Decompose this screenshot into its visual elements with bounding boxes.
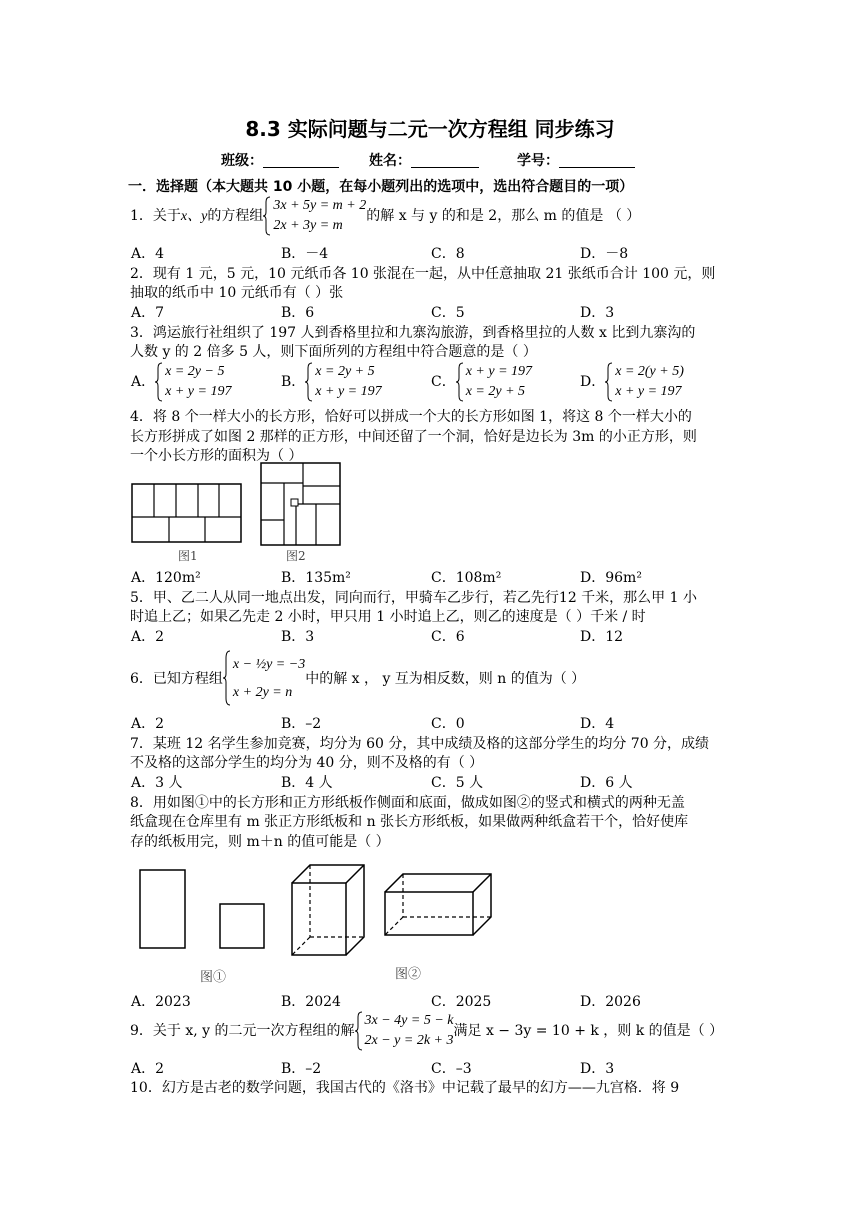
q9-option-c[interactable]: C．–3 bbox=[431, 1061, 472, 1077]
class-blank bbox=[263, 153, 339, 168]
q2-option-a[interactable]: A．7 bbox=[131, 305, 165, 321]
q6-option-d[interactable]: D．4 bbox=[580, 716, 615, 732]
q4-option-d[interactable]: D．96m² bbox=[580, 570, 642, 586]
question-6 bbox=[130, 650, 585, 706]
q3-a-eq1: x = 2y − 5 bbox=[165, 364, 225, 379]
q3-d-eq2: x + y = 197 bbox=[615, 384, 682, 399]
question-9 bbox=[130, 1011, 723, 1051]
q3-option-b[interactable] bbox=[281, 362, 382, 402]
q1-vars: x、y bbox=[180, 209, 208, 224]
id-blank bbox=[559, 153, 635, 168]
q9-pre: 9．关于 x, y 的二元一次方程组的解 bbox=[130, 1023, 355, 1039]
figure-circle-2-caption: 图② bbox=[395, 967, 422, 982]
q4-option-c[interactable]: C．108m² bbox=[431, 570, 502, 586]
q2-option-c[interactable]: C．5 bbox=[431, 305, 465, 321]
q9-eq1: 3x − 4y = 5 − k bbox=[364, 1013, 454, 1028]
q4-option-b[interactable]: B．135m² bbox=[281, 570, 351, 586]
q7-line-2: 不及格的这部分学生的均分为 40 分，则不及格的有（ ） bbox=[130, 755, 484, 771]
q4-line-2: 长方形拼成了如图 2 那样的正方形，中间还留了一个洞，恰好是边长为 3m 的小正方形，则 bbox=[130, 429, 697, 445]
q8-option-c[interactable]: C．2025 bbox=[431, 994, 492, 1010]
figure-2-square bbox=[260, 462, 342, 548]
q9-system bbox=[355, 1011, 454, 1051]
q10-line-1: 10．幻方是古老的数学问题，我国古代的《洛书》中记载了最早的幻方——九宫格．将 9 bbox=[130, 1080, 680, 1096]
q7-option-d[interactable]: D．6 人 bbox=[580, 775, 633, 791]
q5-option-d[interactable]: D．12 bbox=[580, 629, 624, 645]
q8-line-2: 纸盒现在仓库里有 m 张正方形纸板和 n 张长方形纸板，如果做两种纸盒若干个，恰好使库 bbox=[130, 814, 689, 830]
q2-line-1: 2．现有 1 元，5 元，10 元纸币各 10 张混在一起，从中任意抽取 21 张纸币合计 100 元，则 bbox=[130, 266, 716, 282]
q5-line-1: 5．甲、乙二人从同一地点出发，同向而行，甲骑车乙步行，若乙先行12 千米，那么甲 1 小 bbox=[130, 590, 697, 606]
question-1 bbox=[130, 196, 640, 236]
figure-2-caption: 图2 bbox=[286, 549, 306, 563]
q1-eq2: 2x + 3y = m bbox=[273, 218, 343, 233]
q3-c-eq1: x + y = 197 bbox=[465, 364, 533, 379]
q6-system bbox=[223, 650, 305, 706]
q5-line-2: 时追上乙；如果乙先走 2 小时，甲只用 1 小时追上乙，则乙的速度是（ ）千米 / 时 bbox=[130, 609, 646, 625]
q1-option-c[interactable]: C．8 bbox=[431, 246, 465, 262]
q8-option-d[interactable]: D．2026 bbox=[580, 994, 641, 1010]
q8-line-3: 存的纸板用完，则 m＋n 的值可能是（ ） bbox=[130, 834, 390, 850]
q4-line-3: 一个小长方形的面积为（ ） bbox=[130, 448, 303, 464]
q3-line-1: 3．鸿运旅行社组织了 197 人到香格里拉和九寨沟旅游，到香格里拉的人数 x 比到九寨沟的 bbox=[130, 325, 696, 341]
q6-post: 中的解 x ， y 互为相反数，则 n 的值为（ ） bbox=[305, 671, 586, 687]
q3-option-a[interactable] bbox=[131, 362, 231, 402]
q3-line-2: 人数 y 的 2 倍多 5 人，则下面所列的方程组中符合题意的是（ ） bbox=[130, 344, 537, 360]
q8-line-1: 8．用如图①中的长方形和正方形纸板作侧面和底面，做成如图②的竖式和横式的两种无盖 bbox=[130, 795, 685, 811]
id-field bbox=[517, 150, 635, 170]
q8-option-b[interactable]: B．2024 bbox=[281, 994, 341, 1010]
q6-eq2: x + 2y = n bbox=[232, 685, 293, 700]
q4-option-a[interactable]: A．120m² bbox=[131, 570, 201, 586]
q7-line-1: 7．某班 12 名学生参加竞赛，均分为 60 分，其中成绩及格的这部分学生的均分 70 分，成绩 bbox=[130, 736, 710, 752]
q9-option-b[interactable]: B．–2 bbox=[281, 1061, 322, 1077]
q2-option-b[interactable]: B．6 bbox=[281, 305, 315, 321]
q7-option-b[interactable]: B．4 人 bbox=[281, 775, 333, 791]
q3-option-d[interactable] bbox=[580, 362, 684, 402]
q1-post: 的解 x 与 y 的和是 2，那么 m 的值是 （ ） bbox=[366, 208, 641, 224]
q3-d-eq1: x = 2(y + 5) bbox=[615, 364, 684, 379]
q1-pre: 1．关于 bbox=[130, 208, 181, 224]
q9-post: 满足 x − 3y = 10 + k ，则 k 的值是（ ） bbox=[453, 1023, 724, 1039]
q5-option-b[interactable]: B．3 bbox=[281, 629, 315, 645]
class-field bbox=[221, 150, 339, 170]
q3-a-eq2: x + y = 197 bbox=[165, 384, 232, 399]
q9-option-d[interactable]: D．3 bbox=[580, 1061, 615, 1077]
q6-option-a[interactable]: A．2 bbox=[131, 716, 165, 732]
page-title: 8.3 实际问题与二元一次方程组 同步练习 bbox=[245, 117, 615, 141]
q1-mid: 的方程组 bbox=[207, 208, 264, 224]
q6-eq1: x − ½y = −3 bbox=[232, 657, 306, 672]
q3-option-c-label: C． bbox=[431, 374, 456, 390]
q3-option-d-label: D． bbox=[580, 374, 606, 390]
q1-system bbox=[263, 196, 366, 236]
id-label: 学号： bbox=[517, 153, 559, 169]
q3-option-a-label: A． bbox=[131, 374, 156, 390]
q9-eq2: 2x − y = 2k + 3 bbox=[364, 1033, 454, 1048]
q7-option-c[interactable]: C．5 人 bbox=[431, 775, 484, 791]
q6-pre: 6．已知方程组 bbox=[130, 671, 223, 687]
name-blank bbox=[411, 153, 479, 168]
q3-c-eq2: x = 2y + 5 bbox=[465, 384, 526, 399]
q1-option-a[interactable]: A．4 bbox=[131, 246, 165, 262]
q1-option-b[interactable]: B．－4 bbox=[281, 246, 329, 262]
q4-line-1: 4．将 8 个一样大小的长方形，恰好可以拼成一个大的长方形如图 1，将这 8 个一样大小的 bbox=[130, 409, 692, 425]
q8-option-a[interactable]: A．2023 bbox=[131, 994, 191, 1010]
q1-eq1: 3x + 5y = m + 2 bbox=[273, 198, 367, 213]
section-heading: 一．选择题（本大题共 10 小题，在每小题列出的选项中，选出符合题目的一项） bbox=[128, 179, 634, 195]
q6-option-c[interactable]: C．0 bbox=[431, 716, 465, 732]
q5-option-a[interactable]: A．2 bbox=[131, 629, 165, 645]
q6-option-b[interactable]: B．–2 bbox=[281, 716, 322, 732]
figure-1-rectangle bbox=[131, 480, 243, 546]
q3-option-c[interactable] bbox=[431, 362, 532, 402]
q1-option-d[interactable]: D．－8 bbox=[580, 246, 629, 262]
q2-line-2: 抽取的纸币中 10 元纸币有（ ）张 bbox=[130, 285, 344, 301]
name-label: 姓名： bbox=[369, 153, 411, 169]
figure-1-caption: 图1 bbox=[178, 549, 198, 563]
class-label: 班级： bbox=[221, 153, 263, 169]
q9-option-a[interactable]: A．2 bbox=[131, 1061, 165, 1077]
q5-option-c[interactable]: C．6 bbox=[431, 629, 465, 645]
q3-b-eq2: x + y = 197 bbox=[315, 384, 382, 399]
q7-option-a[interactable]: A．3 人 bbox=[131, 775, 183, 791]
figure-circle-1-caption: 图① bbox=[200, 970, 227, 985]
q2-option-d[interactable]: D．3 bbox=[580, 305, 615, 321]
q3-b-eq1: x = 2y + 5 bbox=[315, 364, 375, 379]
figure-cardboard-boxes bbox=[135, 862, 495, 962]
name-field bbox=[369, 150, 479, 170]
q3-option-b-label: B． bbox=[281, 374, 306, 390]
